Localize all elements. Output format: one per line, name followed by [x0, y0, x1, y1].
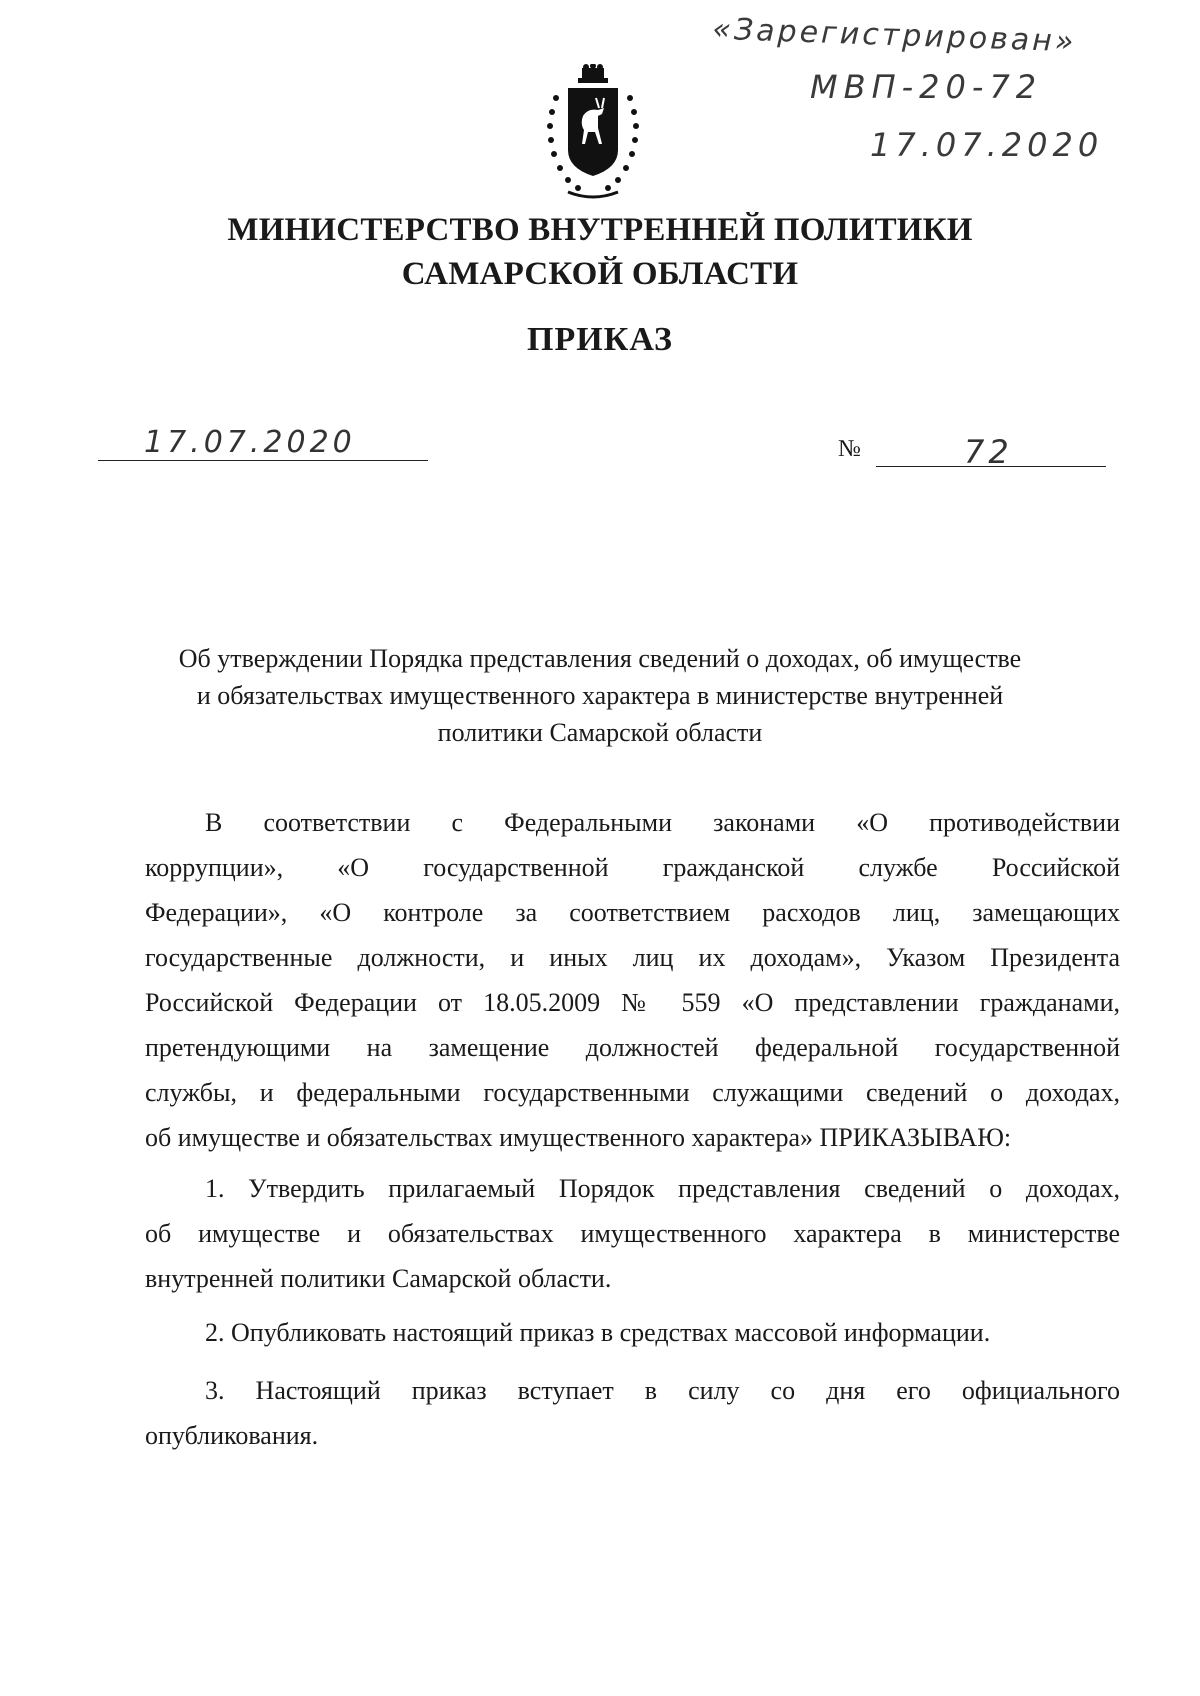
ministry-title-line-2: САМАРСКОЙ ОБЛАСТИ [401, 256, 799, 292]
ministry-title [100, 208, 1100, 296]
document-subject [120, 640, 1080, 751]
preamble-line: претендующими на замещение должностей федеральной государственной [145, 1033, 1120, 1062]
preamble-paragraph [145, 800, 1120, 1160]
preamble-line: государственные должности, и иных лиц их доходам», Указом Президента [145, 943, 1120, 972]
handwritten-number [960, 425, 1030, 475]
date-underline [98, 460, 428, 461]
preamble-line: об имуществе и обязательствах имущественного характера» ПРИКАЗЫВАЮ: [145, 1123, 1012, 1152]
subject-line-1: Об утверждении Порядка представления сведений о доходах, об имуществе [178, 644, 1022, 673]
item-2-line: 2. Опубликовать настоящий приказ в средствах массовой информации. [205, 1318, 991, 1347]
svg-text:72: 72 [964, 433, 1013, 471]
svg-text:17.07.2020: 17.07.2020 [144, 425, 356, 460]
preamble-line: службы, и федеральными государственными служащими сведений о доходах, [145, 1078, 1120, 1107]
preamble-line: В соответствии с Федеральными законами «О противодействии [205, 808, 1120, 837]
item-1-paragraph [145, 1166, 1120, 1301]
item-3-line: 3. Настоящий приказ вступает в силу со дня его официального [205, 1376, 1120, 1405]
item-2-paragraph [145, 1310, 1120, 1355]
item-1-line: 1. Утвердить прилагаемый Порядок представления сведений о доходах, [205, 1174, 1120, 1203]
document-type: ПРИКАЗ [527, 321, 673, 358]
item-3-paragraph [145, 1368, 1120, 1458]
preamble-line: Российской Федерации от 18.05.2009 № 559 «О представлении гражданами, [145, 988, 1120, 1017]
ministry-title-line-1: МИНИСТЕРСТВО ВНУТРЕННЕЙ ПОЛИТИКИ [227, 212, 973, 248]
subject-line-3: политики Самарской области [437, 718, 763, 747]
coat-of-arms-icon [538, 64, 648, 200]
item-3-line: опубликования. [145, 1421, 319, 1450]
item-1-line: об имуществе и обязательствах имущественного характера в министерстве [145, 1219, 1120, 1248]
handwritten-date [140, 416, 360, 466]
stamp-line-3: 17.07.2020 [870, 126, 1104, 164]
preamble-line: коррупции», «О государственной гражданской службе Российской [145, 853, 1120, 882]
number-underline [876, 466, 1106, 467]
subject-line-2: и обязательствах имущественного характера в министерстве внутренней [196, 681, 1004, 710]
stamp-line-1: «Зарегистрирован» [711, 11, 1077, 60]
handwritten-registration-stamp [700, 8, 1140, 178]
preamble-line: Федерации», «О контроле за соответствием расходов лиц, замещающих [145, 898, 1120, 927]
stamp-line-2: МВП-20-72 [810, 68, 1043, 106]
item-1-line: внутренней политики Самарской области. [145, 1264, 612, 1293]
number-sign: № [838, 436, 861, 462]
